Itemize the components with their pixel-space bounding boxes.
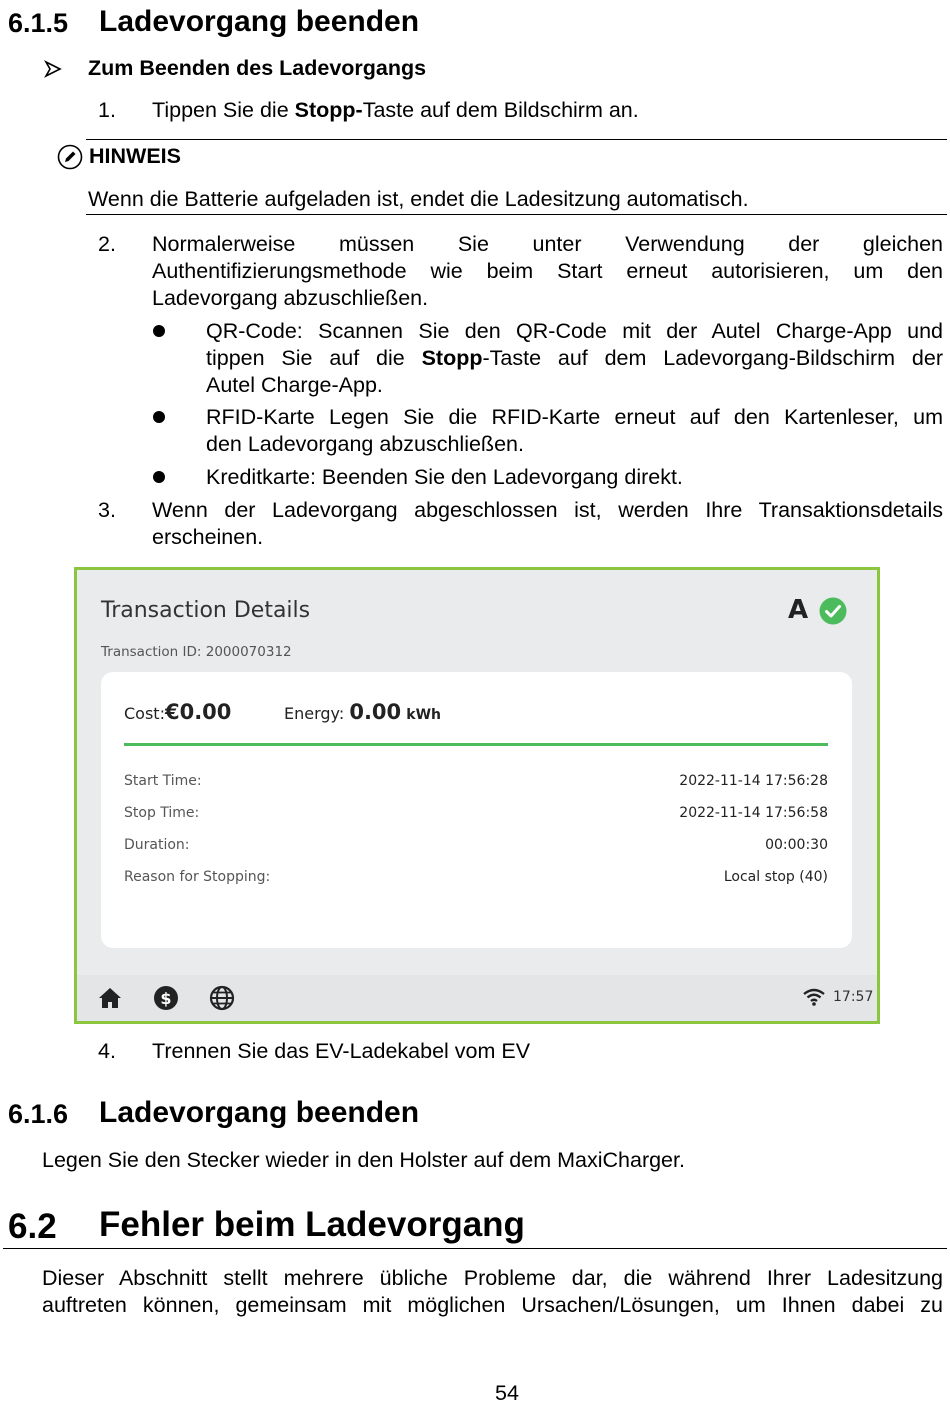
row-value: 2022-11-14 17:56:58: [679, 805, 828, 821]
note-bottom-rule: [86, 214, 947, 215]
pencil-icon: [57, 144, 83, 175]
chapter-number: 6.2: [8, 1207, 57, 1246]
row-label: Duration:: [124, 837, 190, 853]
transaction-details-screenshot: [74, 567, 880, 1024]
note-text: Wenn die Batterie aufgeladen ist, endet die Ladesitzung automatisch.: [88, 187, 749, 211]
row-label: Reason for Stopping:: [124, 869, 271, 885]
bullet-dot: [153, 411, 165, 423]
dollar-icon[interactable]: [153, 985, 179, 1015]
chapter-rule: [3, 1248, 947, 1249]
row-value: 00:00:30: [765, 837, 828, 853]
bullet-line: tippen Sie auf die Stopp-Taste auf dem Ladevorgang-Bildschirm der: [206, 346, 943, 370]
step-3-line: Wenn der Ladevorgang abgeschlossen ist, werden Ihre Transaktionsdetails: [152, 498, 943, 522]
row-value: 2022-11-14 17:56:28: [679, 773, 828, 789]
globe-icon[interactable]: [209, 985, 235, 1015]
bullet-dot: [153, 471, 165, 483]
step-2-line: Normalerweise müssen Sie unter Verwendung der gleichen: [152, 232, 943, 256]
section-number: 6.1.5: [8, 8, 69, 38]
screen-title: Transaction Details: [101, 598, 311, 623]
cost-summary: Cost:€0.00: [124, 700, 232, 724]
paragraph-line: auftreten können, gemeinsam mit möglichen Ursachen/Lösungen, um Ihnen dabei zu: [42, 1293, 943, 1317]
row-label: Start Time:: [124, 773, 202, 789]
row-value: Local stop (40): [723, 869, 828, 885]
section-title: Ladevorgang beenden: [99, 1096, 420, 1129]
check-circle-icon: [819, 597, 847, 629]
note-top-rule: [86, 139, 947, 140]
step-4-text: Trennen Sie das EV-Ladekabel vom EV: [152, 1039, 531, 1063]
arrow-bullet-icon: [44, 60, 62, 83]
step-2-line: Ladevorgang abzuschließen.: [152, 286, 429, 310]
step-3-line: erscheinen.: [152, 525, 264, 549]
accent-divider: [124, 743, 828, 746]
step-number: 1.: [98, 98, 116, 122]
procedure-heading: Zum Beenden des Ladevorgangs: [88, 56, 427, 80]
paragraph-line: Dieser Abschnitt stellt mehrere übliche Probleme dar, die während Ihrer Ladesitzung: [42, 1266, 943, 1290]
section-text: Legen Sie den Stecker wieder in den Holster auf dem MaxiCharger.: [42, 1148, 685, 1172]
step-number: 4.: [98, 1039, 116, 1063]
wifi-icon: [803, 988, 825, 1010]
row-label: Stop Time:: [124, 805, 200, 821]
bullet-line: Autel Charge-App.: [206, 373, 383, 397]
status-clock: 17:57: [833, 989, 874, 1005]
bullet-dot: [153, 325, 165, 337]
step-number: 2.: [98, 232, 116, 256]
step-1-text: Tippen Sie die Stopp-Taste auf dem Bildschirm an.: [152, 98, 639, 122]
page-number: 54: [495, 1381, 519, 1405]
transaction-id: Transaction ID: 2000070312: [101, 644, 292, 660]
chapter-title: Fehler beim Ladevorgang: [99, 1205, 525, 1244]
bullet-line: QR-Code: Scannen Sie den QR-Code mit der Autel Charge-App und: [206, 319, 943, 343]
bullet-line: RFID-Karte Legen Sie die RFID-Karte erneut auf den Kartenleser, um: [206, 405, 943, 429]
step-number: 3.: [98, 498, 116, 522]
section-number: 6.1.6: [8, 1099, 69, 1129]
home-icon[interactable]: [97, 985, 123, 1015]
svg-text:$: $: [160, 989, 172, 1008]
bullet-line: den Ladevorgang abzuschließen.: [206, 432, 524, 456]
autel-logo: A: [788, 595, 809, 625]
energy-summary: Energy: 0.00 kWh: [284, 700, 441, 724]
bullet-line: Kreditkarte: Beenden Sie den Ladevorgang direkt.: [206, 465, 683, 489]
section-title: Ladevorgang beenden: [99, 5, 420, 38]
transaction-card: [101, 672, 852, 948]
step-2-line: Authentifizierungsmethode wie beim Start erneut autorisieren, um den: [152, 259, 943, 283]
bottom-nav-bar: [77, 975, 877, 1021]
note-title: HINWEIS: [89, 144, 181, 168]
